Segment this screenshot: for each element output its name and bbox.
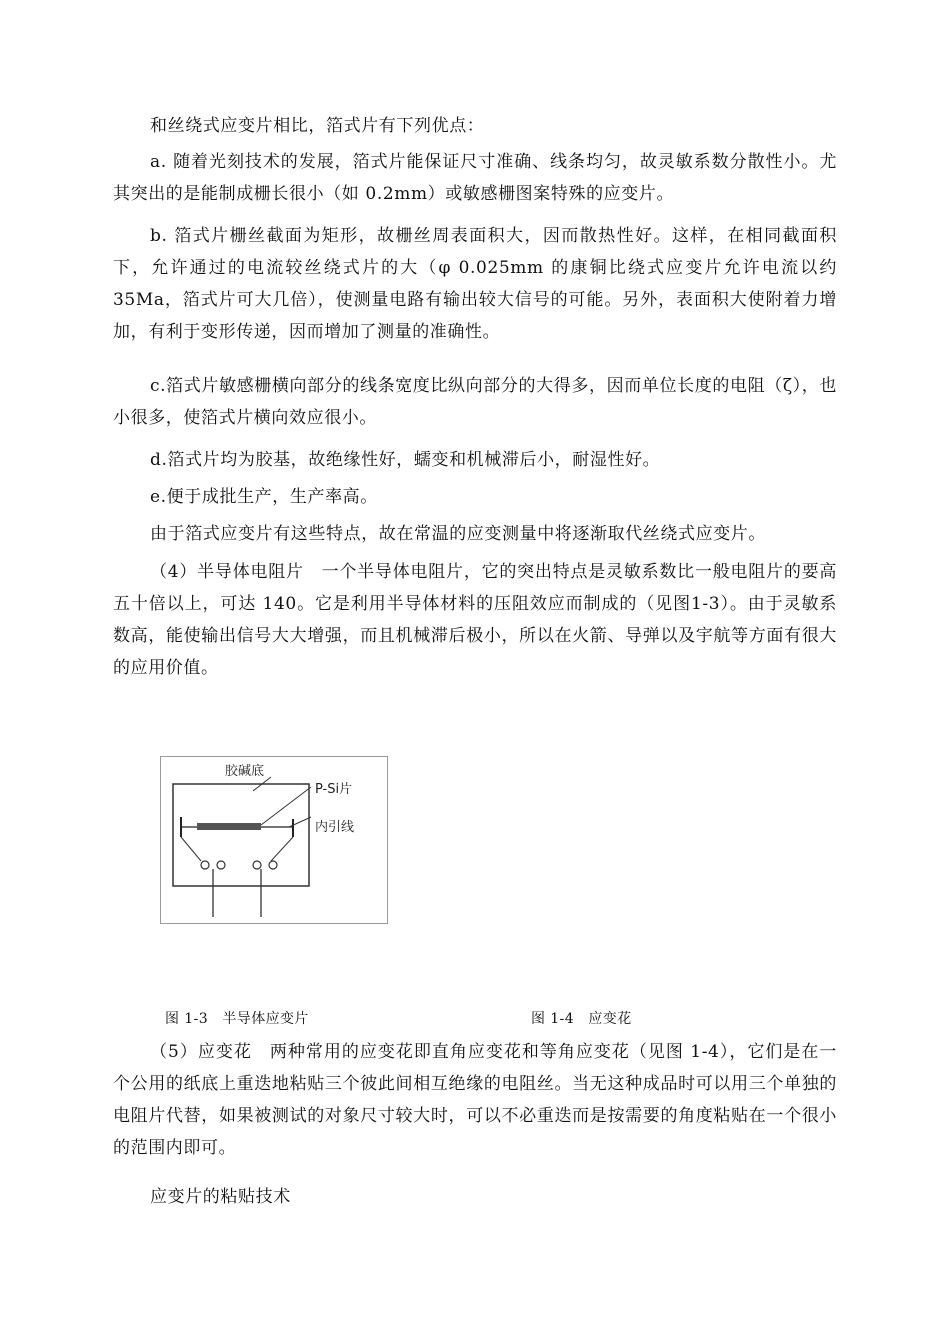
terminal-pad [253, 861, 261, 869]
paragraph-advantage-a: a. 随着光刻技术的发展，箔式片能保证尺寸准确、线条均匀，故灵敏系数分散性小。尤其突出的是能制成栅长很小（如 0.2mm）或敏感栅图案特殊的应变片。 [113, 152, 837, 204]
paragraph-semiconductor: （4）半导体电阻片 一个半导体电阻片，它的突出特点是灵敏系数比一般电阻片的要高五十倍以上，可达 140。它是利用半导体材料的压阻效应而制成的（见图1-3）。由于灵敏系数高，能使输出信号大大增强，而且机械滞后极小，所以在火箭、导弹以及宇航等方面有很大的应用价值。 [113, 562, 837, 678]
terminal-pad [201, 861, 209, 869]
semiconductor-gauge-drawing [161, 757, 387, 923]
figure-1-4-caption: 图 1-4 应变花 [531, 1011, 632, 1027]
section-heading-bonding: 应变片的粘贴技术 [150, 1187, 291, 1207]
leader-p-si [261, 787, 311, 825]
paragraph-advantage-e: e.便于成批生产，生产率高。 [150, 487, 378, 507]
paragraph-advantage-d: d.箔式片均为胶基，故绝缘性好，蠕变和机械滞后小，耐湿性好。 [150, 450, 661, 470]
paragraph-foil-summary: 由于箔式应变片有这些特点，故在常温的应变测量中将逐渐取代丝绕式应变片。 [150, 524, 766, 544]
substrate-outline [173, 784, 309, 886]
paragraph-advantage-c: c.箔式片敏感栅横向部分的线条宽度比纵向部分的大得多，因而单位长度的电阻（ζ），也小很多，使箔式片横向效应很小。 [113, 376, 837, 428]
paragraph-strain-rosette: （5）应变花 两种常用的应变花即直角应变花和等角应变花（见图 1-4），它们是在一个公用的纸底上重迭地粘贴三个彼此间相互绝缘的电阻丝。当无这种成品时可以用三个单独的电阻片代替，如果被测试的对象尺寸较大时，可以不必重迭而是按需要的角度粘贴在一个很小的范围内即可。 [113, 1042, 837, 1158]
inner-lead-left [181, 837, 201, 861]
paragraph-intro: 和丝绕式应变片相比，箔式片有下列优点： [150, 116, 485, 136]
label-lead-wire: 内引线 [315, 820, 355, 835]
label-substrate: 胶碱底 [225, 764, 265, 779]
label-p-si: P-Si片 [315, 782, 353, 797]
figure-semiconductor-gauge [160, 756, 388, 924]
figure-1-3-caption: 图 1-3 半导体应变片 [165, 1011, 309, 1027]
paragraph-advantage-b: b. 箔式片栅丝截面为矩形，故栅丝周表面积大，因而散热性好。这样，在相同截面积下，允许通过的电流较丝绕式片的大（φ 0.025mm 的康铜比绕式应变片允许电流以约35Ma，箔式片可大几倍），使测量电路有输出较大信号的可能。另外，表面积大使附着力增加，有利于变形传递，因而增加了测量的准确性。 [113, 226, 837, 342]
terminal-pad [269, 861, 277, 869]
terminal-pad [217, 861, 225, 869]
inner-lead-right [271, 837, 293, 861]
p-si-strip [197, 823, 261, 830]
